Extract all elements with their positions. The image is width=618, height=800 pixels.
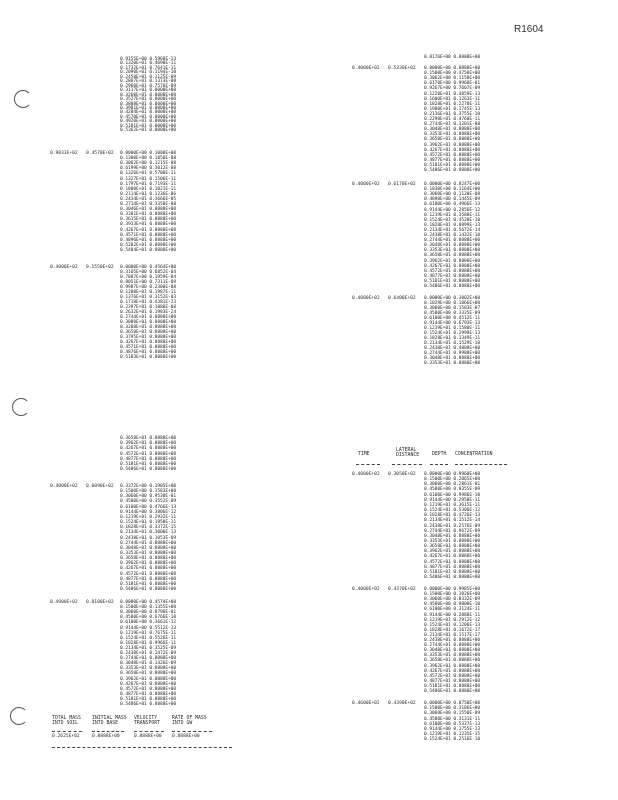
- data-row: 0.3353E+01 0.8888E+00: [120, 666, 176, 672]
- data-row: 0.4267E+01 0.8888E+00: [424, 554, 480, 560]
- data-row: 0.4570E+01 0.0000E+00: [120, 114, 176, 120]
- data-row: 0.4877E+01 0.8888E+00: [424, 157, 480, 163]
- data-row: 0.8051E+00 0.7311E-09: [120, 280, 176, 285]
- header-lateral-distance: LATERAL DISTANCE: [396, 448, 420, 458]
- data-row: 0.1300E+00 0.1850E-08: [120, 156, 176, 162]
- data-row: 0.2438E+01 0.1472E-09: [120, 651, 176, 656]
- data-row: 0.3981E+01 0.0000E+00: [120, 105, 176, 111]
- header-concentration: CONCENTRATION: [455, 452, 493, 457]
- data-row: 0.1828E+01 0.4726E-13: [424, 513, 480, 519]
- data-row: 0.1219E+01 0.3588E-11: [424, 212, 480, 218]
- data-row: 0.2134E+01 0.3000E-13: [120, 530, 176, 536]
- data-row: 0.3048E+01 0.8888E+00: [424, 356, 480, 361]
- data-row: 0.3962E+01 0.8888E+00: [424, 258, 480, 264]
- data-row: 0.1524E+01 0.2516E-18: [424, 737, 480, 743]
- data-row: 0.5484E+01 0.8888E+00: [120, 247, 176, 253]
- data-row: 0.4877E+01 0.8888E+00: [120, 691, 176, 697]
- data-row: 0.7887E+00 0.1959E-04: [120, 275, 176, 280]
- data-row: 0.3658E+01 0.8888E+00: [120, 556, 176, 562]
- data-row: 0.1828E+01 0.8899E-13: [424, 222, 480, 228]
- data-row: 0.1828E+01 0.3372E-15: [120, 525, 176, 531]
- data-row: 0.3615E+01 0.8888E+00: [120, 217, 176, 223]
- data-row: 0.5282E+01 0.8888E+00: [120, 242, 176, 248]
- data-row: 0.4572E+01 0.8888E+00: [424, 268, 480, 274]
- data-row: 0.2744E+01 0.8888E+00: [120, 540, 176, 546]
- data-row: 0.3353E+01 0.8888E+00: [120, 550, 176, 556]
- data-row: 0.3527E+01 0.0000E+00: [120, 97, 176, 103]
- data-row: 0.2438E+01 0.4888E+00: [424, 346, 480, 351]
- data-row: 0.1219E+01 0.3615E-11: [424, 502, 480, 508]
- data-row: 0.4267E+01 0.8888E+00: [120, 681, 176, 687]
- data-row: 0.0000E+00 0.1000E+00: [120, 151, 176, 156]
- data-row: 0.3062E+00 0.1215E-08: [120, 161, 176, 167]
- data-row: 0.1220E+01 0.4859E-13: [424, 91, 480, 97]
- data-row: 0.3062E+00 0.1158E+00: [424, 76, 480, 82]
- data-row: 0.5181E+01 0.8888E+00: [120, 696, 176, 702]
- data-row: 0.3353E+01 0.8888E+00: [424, 132, 480, 138]
- data-row: 0.3353E+01 0.8888E+00: [424, 538, 480, 544]
- data-row: 0.2450E+01 0.1125E-09: [120, 74, 176, 80]
- data-row: 0.0000E+00 0.3802E+00: [424, 296, 480, 301]
- data-row: 0.2434E+01 0.3666E-05: [120, 196, 176, 202]
- data-row: 0.4877E+01 0.8888E+00: [424, 564, 480, 570]
- data-row: 0.3353E+01 0.8888E+00: [424, 653, 480, 659]
- data-row: 0.5181E+01 0.8888E+00: [424, 683, 480, 689]
- data-row: 0.3658E+01 0.8888E+00: [120, 436, 176, 441]
- data-row: 0.5486E+01 0.8888E+00: [120, 587, 176, 592]
- data-row: 0.4267E+01 0.8888E+00: [424, 147, 480, 153]
- block-parameter-label: 0.4000E+02: [352, 182, 380, 187]
- data-row: 0.4580E+00 0.6766E-10: [120, 615, 176, 621]
- footer-rule: [172, 731, 212, 732]
- data-row: 0.4877E+01 0.8888E+00: [424, 678, 480, 684]
- data-row: 0.3353E+01 0.8888E+00: [424, 361, 480, 366]
- header-time: TIME: [358, 452, 370, 457]
- data-row: 0.4284E+01 0.0000E+00: [120, 110, 176, 116]
- data-row: 0.3060E+00 0.1583E-07: [424, 306, 480, 311]
- footer-bottom-rule: [52, 747, 232, 748]
- data-row: 0.6100E+00 0.4512E-11: [424, 316, 480, 321]
- data-row: 0.2744E+01 0.9988E+00: [424, 351, 480, 356]
- footer-rule: [52, 731, 82, 732]
- data-row: 0.3048E+01 0.8888E+00: [424, 648, 480, 654]
- data-row: 0.4267E+01 0.8888E+00: [120, 340, 176, 345]
- data-row: 0.9144E+00 0.1755E-13: [424, 727, 480, 732]
- data-row: 0.2090E+01 0.1194E-10: [120, 70, 176, 76]
- data-row: 0.1828E+01 0.1672E-17: [424, 627, 480, 633]
- data-row: 0.1524E+01 0.1206E-13: [424, 622, 480, 628]
- data-row: 0.2632E+01 0.1983E-24: [120, 310, 176, 315]
- data-row: 0.3962E+01 0.8888E+00: [120, 561, 176, 567]
- data-row: 0.0000E+00 0.8247E+00: [424, 182, 480, 187]
- footer-value-velocity: 0.8888E+00: [134, 734, 162, 739]
- data-row: 0.1500E+00 0.1583E+00: [120, 489, 176, 495]
- data-row: 0.1830E+00 0.1164E+00: [424, 187, 480, 193]
- data-row: 0.3658E+01 0.8888E+00: [424, 253, 480, 259]
- data-row: 0.3048E+01 0.8888E+00: [424, 243, 480, 249]
- data-row: 0.4580E+00 0.8355E-09: [424, 487, 480, 493]
- data-row: 0.4572E+01 0.8888E+00: [120, 451, 176, 457]
- block-parameter-label: 0.4370E+02: [388, 587, 416, 592]
- data-row: 0.3353E+01 0.8888E+00: [424, 248, 480, 254]
- data-row: 0.3962E+01 0.8888E+00: [424, 549, 480, 555]
- data-row: 0.9144E+00 0.2958E-11: [424, 497, 480, 503]
- block-parameter-label: 0.6090E+02: [86, 484, 114, 489]
- data-row: 0.4267E+01 0.8888E+00: [120, 566, 176, 572]
- data-row: 0.3048E+01 0.1426E-09: [120, 661, 176, 667]
- block-parameter-label: 0.4000E+02: [352, 66, 380, 71]
- data-row: 0.3048E+01 0.8888E+00: [424, 127, 480, 133]
- data-row: 0.3933E+01 0.8888E+00: [120, 222, 176, 228]
- data-row: 0.2134E+01 0.1529E-10: [424, 341, 480, 346]
- footer-value-rate: 0.8888E+00: [172, 734, 200, 739]
- data-row: 0.3060E+00 0.8790E-01: [120, 610, 176, 616]
- data-row: 0.1500E+00 0.2065E+00: [424, 477, 480, 483]
- footer-rule: [92, 731, 124, 732]
- data-row: 0.2438E+01 0.2576E-09: [424, 523, 480, 529]
- data-row: 0.0000E+00 0.4574E+00: [120, 600, 176, 605]
- data-row: 0.0000E+00 0.8750E+00: [424, 701, 480, 706]
- data-row: 0.4876E+01 0.8888E+00: [120, 350, 176, 355]
- data-row: 0.4571E+01 0.8888E+00: [120, 345, 176, 350]
- data-row: 0.2744E+01 0.8888E+00: [120, 315, 176, 320]
- data-row: 0.4580E+00 0.3131E-11: [424, 716, 480, 722]
- data-row: 0.3962E+01 0.8888E+00: [120, 676, 176, 682]
- data-row: 0.6100E+00 0.3661E-12: [120, 620, 176, 626]
- footer-header-rate: RATE OF MASS INTO GW: [172, 716, 207, 726]
- data-row: 0.3046E+01 0.8888E+00: [120, 207, 176, 213]
- data-row: 0.1524E+01 0.5526E-11: [120, 635, 176, 641]
- data-row: 0.1219E+01 0.2912E-12: [424, 617, 480, 623]
- data-row: 0.6199E+00 0.3012E-08: [120, 166, 176, 172]
- data-row: 0.1326E+01 0.5708E-11: [120, 171, 176, 177]
- data-row: 0.0000E+00 0.9960E+00: [424, 472, 480, 477]
- data-row: 0.1524E+01 0.4520E-10: [424, 217, 480, 223]
- data-row: 0.0000E+00 0.9985E+00: [424, 587, 480, 592]
- data-row: 0.6170E+00 0.9960E-01: [424, 81, 480, 87]
- data-row: 0.1829E+00 0.1866E+00: [424, 301, 480, 306]
- data-row: 0.3117E+01 0.0000E+00: [120, 88, 176, 94]
- header-rule: [356, 464, 380, 465]
- block-parameter-label: 0.4000E+02: [352, 472, 380, 477]
- data-row: 0.5486E+01 0.8888E+00: [120, 702, 176, 707]
- data-row: 0.2134E+01 0.5672E-14: [424, 227, 480, 233]
- data-row: 0.5486E+01 0.8888E+00: [424, 168, 480, 173]
- data-row: 0.3658E+01 0.8888E+00: [424, 544, 480, 550]
- data-row: 0.1219E+01 0.1580E-11: [424, 326, 480, 331]
- data-row: 0.3795E+01 0.8888E+00: [120, 335, 176, 340]
- data-row: 0.9144E+00 0.2888E-11: [424, 612, 480, 618]
- data-row: 0.1327E+01 0.1506E-11: [120, 176, 176, 182]
- data-row: 0.9987E+00 0.2300E-08: [120, 285, 176, 290]
- data-row: 0.4267E+01 0.8888E+00: [120, 227, 176, 233]
- data-row: 0.1524E+01 0.1850E-11: [120, 520, 176, 526]
- data-row: 0.2438E+01 0.1053E-09: [120, 535, 176, 541]
- data-row: 0.5181E+01 0.8888E+00: [120, 462, 176, 467]
- data-row: 0.4267E+01 0.8888E+00: [120, 446, 176, 452]
- footer-value-initial-mass: 0.8888E+00: [92, 734, 120, 739]
- data-row: 0.5181E+01 0.0000E+00: [120, 123, 176, 129]
- data-row: 0.4572E+01 0.8888E+00: [120, 571, 176, 577]
- data-row: 0.1376E+01 0.3152E-03: [120, 295, 176, 300]
- punch-hole-icon: [10, 707, 28, 725]
- data-row: 0.1828E+01 0.2270E-11: [424, 101, 480, 107]
- data-row: 0.2744E+01 0.1201E-08: [424, 122, 480, 128]
- block-parameter-label: 0.4570E+02: [86, 151, 114, 156]
- block-parameter-label: 0.4000E+02: [50, 484, 78, 489]
- data-row: 0.4571E+01 0.8888E+00: [120, 232, 176, 238]
- data-row: 0.3658E+01 0.8888E+00: [120, 671, 176, 677]
- data-row: 0.1718E+01 0.4381E-23: [120, 300, 176, 305]
- block-parameter-label: 0.6170E+02: [388, 182, 416, 187]
- data-row: 0.9144E+00 0.5512E-13: [120, 625, 176, 631]
- block-parameter-label: 0.4000E+02: [50, 265, 78, 270]
- block-parameter-label: 0.1550E+02: [86, 265, 114, 270]
- data-row: 0.9144E+00 0.6793E-13: [424, 321, 480, 326]
- data-row: 0.1524E+01 0.2999E-13: [424, 331, 480, 336]
- data-row: 0.9267E+00 0.7607E-09: [424, 86, 480, 92]
- data-row: 0.3060E+00 0.2861E-01: [424, 482, 480, 488]
- data-row: 0.4572E+01 0.8888E+00: [120, 686, 176, 692]
- data-row: 0.4920E+01 0.0000E+00: [120, 119, 176, 125]
- data-row: 0.8176E+00 0.8888E+00: [424, 55, 480, 60]
- data-row: 0.3658E+01 0.8888E+00: [120, 330, 176, 335]
- data-row: 0.1800E+01 0.1021E-11: [120, 186, 176, 192]
- data-row: 0.2744E+01 0.9672E-09: [424, 528, 480, 534]
- footer-rule: [134, 731, 164, 732]
- data-row: 0.3260E+01 0.0000E+00: [120, 92, 176, 98]
- data-row: 0.2134E+01 0.1512E-14: [424, 518, 480, 524]
- footer-header-velocity: VELOCITY TRANSPORT: [134, 716, 160, 726]
- data-row: 0.5486E+01 0.8888E+00: [424, 284, 480, 289]
- data-row: 0.3105E+00 0.6852E-04: [120, 270, 176, 275]
- data-row: 0.2744E+01 0.8888E+00: [120, 656, 176, 662]
- block-parameter-label: 0.4000E+02: [352, 587, 380, 592]
- data-row: 0.4877E+01 0.8888E+00: [120, 456, 176, 462]
- data-row: 0.0000E+00 0.8888E+00: [424, 66, 480, 71]
- data-row: 0.5486E+01 0.8888E+00: [120, 467, 176, 473]
- data-row: 0.4890E+00 0.1445E-09: [424, 197, 480, 203]
- data-row: 0.2114E+01 0.1236E-06: [120, 191, 176, 197]
- data-row: 0.9144E+00 0.2856E-12: [424, 207, 480, 213]
- data-row: 0.3060E+00 0.1550E-09: [424, 711, 480, 717]
- data-row: 0.3658E+01 0.8888E+00: [424, 658, 480, 664]
- data-row: 0.1500E+00 0.4750E+00: [424, 71, 480, 77]
- footer-header-total-mass: TOTAL MASS INTO SOIL: [52, 716, 81, 726]
- data-row: 0.2438E+01 0.1432E-10: [424, 233, 480, 238]
- data-row: 0.2744E+01 0.8888E+00: [424, 238, 480, 244]
- data-row: 0.3060E+00 0.1128E-08: [424, 192, 480, 198]
- block-parameter-label: 0.9833E+02: [50, 151, 78, 156]
- data-row: 0.1600E+01 0.1263E-11: [424, 96, 480, 102]
- data-row: 0.3048E+01 0.8888E+00: [120, 545, 176, 551]
- data-row: 0.6100E+00 0.4966E-13: [424, 202, 480, 208]
- data-row: 0.1500E+00 0.1355E+00: [120, 605, 176, 611]
- punch-hole-icon: [14, 90, 32, 108]
- data-row: 0.2744E+01 0.8888E+00: [424, 643, 480, 649]
- data-row: 0.9155E+00 0.5968E-13: [120, 57, 176, 62]
- block-parameter-label: 0.3050E+02: [388, 472, 416, 477]
- data-row: 0.4580E+00 0.3335E-09: [424, 311, 480, 316]
- data-row: 0.1208E+01 0.1987E-11: [120, 290, 176, 295]
- data-row: 0.2134E+01 0.1517E-17: [424, 632, 480, 638]
- document-id: R1604: [514, 24, 544, 35]
- block-parameter-label: 0.4600E+02: [352, 701, 380, 706]
- data-row: 0.4877E+01 0.8888E+00: [120, 576, 176, 582]
- data-row: 0.1500E+00 0.1026E+00: [424, 592, 480, 598]
- data-row: 0.3060E+00 0.8332E-09: [424, 597, 480, 603]
- data-row: 0.3060E+00 0.9530E-01: [120, 494, 176, 500]
- data-row: 0.1732E+01 0.7641E-11: [120, 65, 176, 71]
- data-row: 0.5181E+01 0.8888E+00: [424, 278, 480, 284]
- data-row: 0.0000E+00 0.4564E+00: [120, 265, 176, 270]
- data-row: 0.4572E+01 0.8888E+00: [424, 152, 480, 158]
- data-row: 0.3962E+01 0.8888E+00: [120, 441, 176, 447]
- data-row: 0.2134E+01 0.3525E-09: [120, 645, 176, 651]
- data-row: 0.2136E+01 0.3755E-10: [424, 111, 480, 117]
- block-parameter-label: 0.6400E+02: [388, 296, 416, 301]
- data-row: 0.1980E+01 0.1745E-13: [424, 106, 480, 112]
- block-parameter-label: 0.4390E+02: [388, 701, 416, 706]
- data-row: 0.3372E+00 0.1905E+00: [120, 484, 176, 489]
- data-row: 0.4267E+01 0.8888E+00: [424, 263, 480, 269]
- data-row: 0.5181E+01 0.8888E+00: [424, 162, 480, 168]
- data-row: 0.5486E+01 0.8888E+00: [424, 689, 480, 694]
- data-row: 0.4896E+01 0.8888E+00: [120, 237, 176, 243]
- data-row: 0.2960E+01 0.7576E-09: [120, 83, 176, 89]
- data-row: 0.5486E+01 0.8888E+00: [424, 575, 480, 580]
- data-row: 0.5181E+01 0.8888E+00: [424, 569, 480, 575]
- data-row: 0.1828E+01 0.1349E-11: [424, 336, 480, 341]
- data-row: 0.4877E+01 0.8888E+00: [424, 273, 480, 279]
- data-row: 0.5183E+01 0.8888E+00: [120, 355, 176, 360]
- footer-value-total-mass: 0.2625E+02: [52, 734, 80, 739]
- data-row: 0.3288E+01 0.8888E+00: [120, 325, 176, 330]
- block-parameter-label: 0.4900E+02: [50, 600, 78, 605]
- data-row: 0.1219E+01 0.1235E-15: [424, 732, 480, 738]
- data-row: 0.2714E+01 0.3350E-08: [120, 202, 176, 207]
- data-row: 0.1219E+01 0.7675E-11: [120, 630, 176, 636]
- data-row: 0.2807E+01 0.1373E-08: [120, 79, 176, 85]
- data-row: 0.2290E+01 0.4760E-11: [424, 117, 480, 122]
- data-row: 0.1500E+00 0.3186E+00: [424, 706, 480, 712]
- data-row: 0.3381E+01 0.8888E+00: [120, 212, 176, 218]
- footer-header-initial-mass: INITIAL MASS INTO BASE: [92, 716, 127, 726]
- data-row: 0.3048E+01 0.8888E+00: [424, 533, 480, 539]
- data-row: 0.3962E+01 0.8888E+00: [424, 142, 480, 148]
- block-parameter-label: 0.5330E+02: [388, 66, 416, 71]
- data-row: 0.6100E+00 0.5337E-13: [424, 721, 480, 727]
- data-row: 0.3080E+01 0.8888E+00: [120, 320, 176, 325]
- data-row: 0.1320E+01 0.4690E-11: [120, 61, 176, 67]
- punch-hole-icon: [12, 398, 30, 416]
- data-row: 0.4580E+00 0.3552E-09: [120, 499, 176, 505]
- header-rule: [430, 464, 448, 465]
- data-row: 0.4580E+00 0.9800E-10: [424, 602, 480, 608]
- data-row: 0.9144E+00 0.3806E-12: [120, 509, 176, 515]
- data-row: 0.4572E+01 0.8888E+00: [424, 559, 480, 565]
- data-row: 0.2438E+01 0.8888E+00: [424, 638, 480, 643]
- data-row: 0.1524E+01 0.5306E-12: [424, 508, 480, 514]
- block-parameter-label: 0.8100E+02: [86, 600, 114, 605]
- header-depth: DEPTH: [432, 452, 447, 457]
- data-row: 0.6100E+00 0.4766E-13: [120, 504, 176, 510]
- data-row: 0.4572E+01 0.8888E+00: [424, 673, 480, 679]
- data-row: 0.6100E+00 0.9986E-10: [424, 492, 480, 498]
- header-rule: [392, 464, 422, 465]
- data-row: 0.5181E+01 0.8888E+00: [120, 581, 176, 587]
- data-row: 0.5362E+01 0.0000E+00: [120, 128, 176, 134]
- data-row: 0.2397E+01 0.1888E-08: [120, 305, 176, 310]
- data-row: 0.1219E+01 0.2932E-11: [120, 514, 176, 520]
- data-row: 0.3808E+01 0.0000E+00: [120, 101, 176, 107]
- block-parameter-label: 0.4000E+02: [352, 296, 380, 301]
- data-row: 0.6100E+00 0.3124E-11: [424, 607, 480, 613]
- data-row: 0.1828E+01 0.9966E-11: [120, 640, 176, 646]
- data-row: 0.3962E+01 0.8888E+00: [424, 663, 480, 669]
- header-rule: [455, 464, 507, 465]
- data-row: 0.1797E+01 0.7193E-11: [120, 181, 176, 187]
- data-row: 0.4267E+01 0.8888E+00: [424, 668, 480, 674]
- data-row: 0.3658E+01 0.8888E+00: [424, 137, 480, 143]
